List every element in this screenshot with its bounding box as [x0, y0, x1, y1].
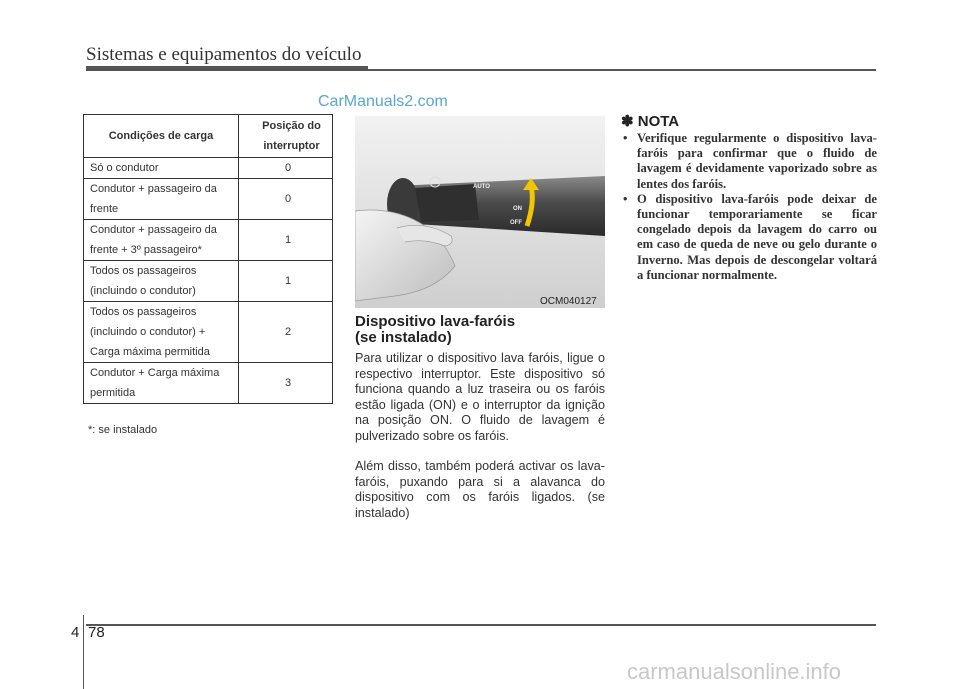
page-header-title: Sistemas e equipamentos do veículo: [86, 44, 362, 65]
table-header-position-line2: interruptor: [263, 140, 320, 152]
load-condition-cell: [84, 220, 239, 261]
table-row: [84, 179, 333, 220]
load-condition-cell: [84, 261, 239, 302]
load-condition-cell: [84, 158, 239, 179]
body-paragraph-1: Para utilizar o dispositivo lava faróis, ligue o respectivo interruptor. Este dispositivo só funciona quando a luz traseira ou os faróis estão ligada (ON) e o interruptor da ignição na posição ON. O fluido de lavagem é pulverizado sobre os faróis.: [355, 351, 605, 443]
load-condition-line: Condutor + passageiro da: [90, 183, 217, 195]
stalk-knob: [415, 184, 479, 222]
load-condition-line: Carga máxima permitida: [90, 346, 210, 358]
section-heading: [355, 314, 605, 346]
footer-vertical-rule: [83, 615, 84, 689]
illustration-code: OCM040127: [540, 296, 597, 307]
table-body: [84, 158, 333, 404]
load-condition-line: frente + 3º passageiro*: [90, 244, 202, 256]
note-heading: [621, 112, 679, 130]
load-condition-cell: [84, 363, 239, 404]
note-title: NOTA: [637, 113, 680, 130]
header-rule-thick: [86, 66, 368, 71]
table-row: [84, 261, 333, 302]
stalk-label-on: ON: [513, 206, 522, 212]
headlamp-washer-illustration: [355, 116, 605, 308]
table-header-position: [239, 115, 333, 158]
switch-position-cell: 0: [239, 179, 333, 220]
note-item: [621, 192, 877, 283]
load-condition-cell: [84, 179, 239, 220]
table-footnote: *: se instalado: [88, 424, 158, 436]
table-row: [84, 158, 333, 179]
table-header-conditions: Condições de carga: [84, 115, 239, 158]
switch-position-cell: 3: [239, 363, 333, 404]
table-row: [84, 302, 333, 363]
load-condition-line: frente: [90, 203, 119, 215]
bullet: •: [623, 191, 628, 206]
watermark-bottom: carmanualsonline.info: [627, 659, 842, 684]
load-conditions-table: [83, 114, 333, 404]
load-condition-cell: [84, 302, 239, 363]
page-number: 78: [88, 624, 105, 641]
bullet: •: [623, 131, 628, 145]
load-condition-line: Só o condutor: [90, 162, 159, 174]
note-item-text: Verifique regularmente o dispositivo lava-faróis para confirmar que o fluido de lavagem é devidamente vaporizado sobre as lentes dos faróis.: [637, 131, 877, 191]
section-heading-line1: Dispositivo lava-faróis: [355, 313, 516, 330]
switch-position-cell: 1: [239, 261, 333, 302]
load-condition-line: (incluindo o condutor): [90, 285, 196, 297]
table-header-position-line1: Posição do: [262, 120, 321, 132]
watermark-top: CarManuals2.com: [318, 93, 448, 110]
load-condition-line: (incluindo o condutor) +: [90, 326, 206, 338]
load-condition-line: Todos os passageiros: [90, 306, 197, 318]
load-condition-line: Condutor + passageiro da: [90, 224, 217, 236]
page-chapter-number: 4: [71, 624, 80, 641]
note-list: [621, 131, 877, 283]
switch-position-cell: 0: [239, 158, 333, 179]
switch-position-cell: 2: [239, 302, 333, 363]
table-header-row: [84, 115, 333, 158]
note-item-text: O dispositivo lava-faróis pode deixar de funcionar temporariamente se ficar congelado depois da lavagem do carro ou em caso de queda de neve ou gelo durante o Inverno. Mas depois de descongelar voltará a funcionar normalmente.: [637, 191, 877, 282]
stalk-label-auto: AUTO: [473, 184, 490, 190]
stalk-label-off: OFF: [510, 220, 522, 226]
body-paragraph-2: Além disso, também poderá activar os lava-faróis, puxando para si a alavanca do dispositivo com os faróis ligados. (se instalado): [355, 459, 605, 520]
asterisk-icon: ✽: [621, 113, 634, 130]
load-condition-line: Condutor + Carga máxima: [90, 367, 220, 379]
footer-rule: [86, 624, 876, 626]
load-condition-line: Todos os passageiros: [90, 265, 197, 277]
note-item: [621, 131, 877, 192]
load-condition-line: permitida: [90, 387, 136, 399]
table-row: [84, 363, 333, 404]
section-heading-line2: (se instalado): [355, 329, 452, 346]
switch-position-cell: 1: [239, 220, 333, 261]
header-rule-thin: [368, 69, 876, 71]
table-row: [84, 220, 333, 261]
